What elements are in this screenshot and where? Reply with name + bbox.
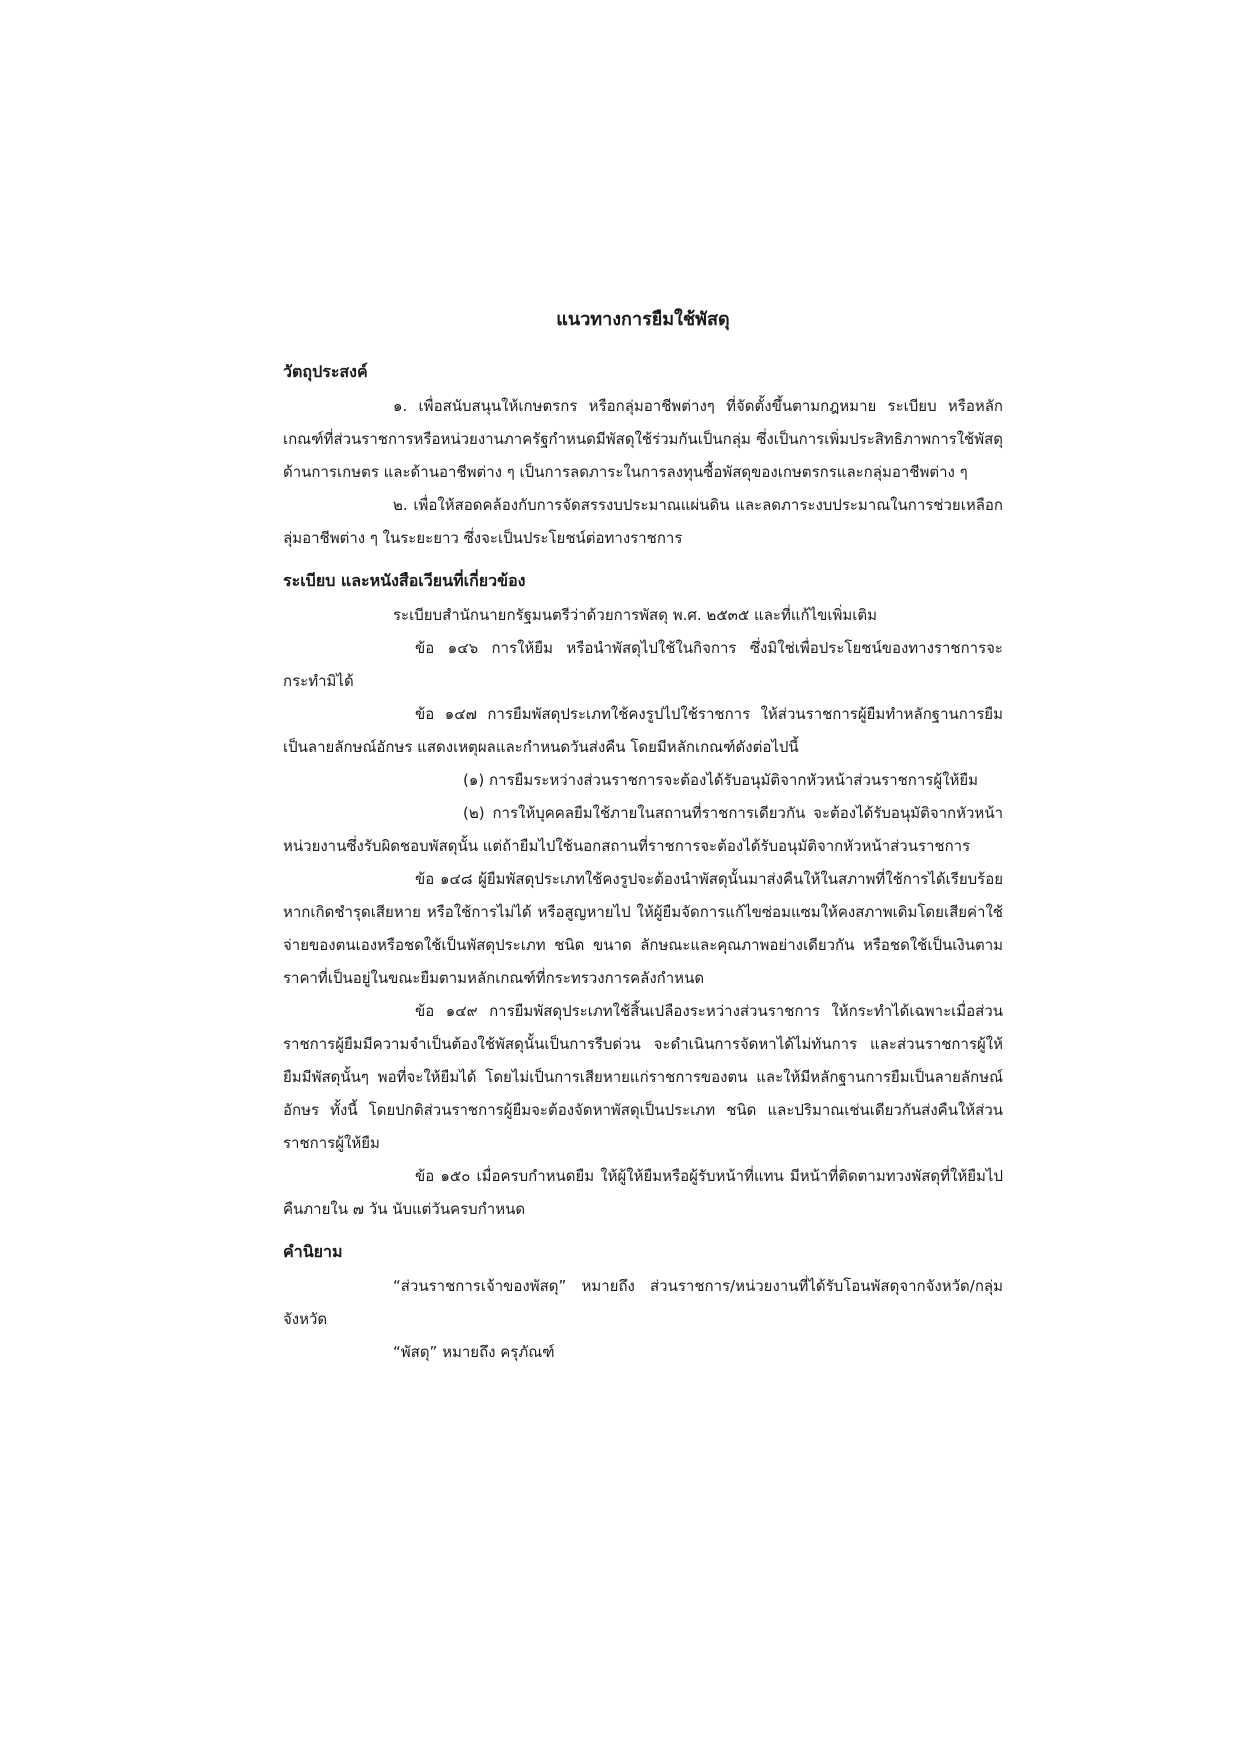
- heading-objectives: วัตถุประสงค์: [283, 362, 368, 381]
- heading-definitions: คำนิยาม: [283, 1242, 343, 1261]
- document-title: แนวทางการยืมใช้พัสดุ: [556, 309, 730, 330]
- objective-2: ๒. เพื่อให้สอดคล้องกับการจัดสรรงบประมาณแผ่นดิน และลดภาระงบประมาณในการช่วยเหลือกลุ่มอาชีพต่าง ๆ ในระยะยาว ซึ่งจะเป็นประโยชน์ต่อทางราชการ: [283, 496, 1003, 547]
- clause-150: ข้อ ๑๕๐ เมื่อครบกำหนดยืม ให้ผู้ให้ยืมหรือผู้รับหน้าที่แทน มีหน้าที่ติดตามทวงพัสดุที่ให้ยืมไปคืนภายใน ๗ วัน นับแต่วันครบกำหนด: [283, 1167, 1003, 1218]
- definition-supplies: “พัสดุ” หมายถึง ครุภัณฑ์: [393, 1343, 555, 1361]
- clause-147-sub-2: (๒) การให้บุคคลยืมใช้ภายในสถานที่ราชการเดียวกัน จะต้องได้รับอนุมัติจากหัวหน้าหน่วยงานซึ่งรับผิดชอบพัสดุนั้น แต่ถ้ายืมไปใช้นอกสถานที่ราชการจะต้องได้รับอนุมัติจากหัวหน้าส่วนราชการ: [283, 804, 1003, 855]
- clause-146: ข้อ ๑๔๖ การให้ยืม หรือนำพัสดุไปใช้ในกิจการ ซึ่งมิใช่เพื่อประโยชน์ของทางราชการจะกระทำมิได้: [283, 639, 1003, 690]
- clause-149: ข้อ ๑๔๙ การยืมพัสดุประเภทใช้สิ้นเปลืองระหว่างส่วนราชการ ให้กระทำได้เฉพาะเมื่อส่วนราชการผู้ยืมมีความจำเป็นต้องใช้พัสดุนั้นเป็นการรีบด่วน จะดำเนินการจัดหาได้ไม่ทันการ และส่วนราชการผู้ให้ยืมมีพัสดุนั้นๆ พอที่จะให้ยืมได้ โดยไม่เป็นการเสียหายแก่ราชการของตน และให้มีหลักฐานการยืมเป็นลายลักษณ์อักษร ทั้งนี้ โดยปกติส่วนราชการผู้ยืมจะต้องจัดหาพัสดุเป็นประเภท ชนิด และปริมาณเช่นเดียวกันส่งคืนให้ส่วนราชการผู้ให้ยืม: [283, 1002, 1003, 1152]
- document-page: [283, 300, 1003, 1369]
- clause-148: ข้อ ๑๔๘ ผู้ยืมพัสดุประเภทใช้คงรูปจะต้องนำพัสดุนั้นมาส่งคืนให้ในสภาพที่ใช้การได้เรียบร้อย หากเกิดชำรุดเสียหาย หรือใช้การไม่ได้ หรือสูญหายไป ให้ผู้ยืมจัดการแก้ไขซ่อมแซมให้คงสภาพเดิมโดยเสียค่าใช้จ่ายของตนเองหรือชดใช้เป็นพัสดุประเภท ชนิด ขนาด ลักษณะและคุณภาพอย่างเดียวกัน หรือชดใช้เป็นเงินตามราคาที่เป็นอยู่ในขณะยืมตามหลักเกณฑ์ที่กระทรวงการคลังกำหนด: [283, 870, 1003, 987]
- regulation-intro: ระเบียบสำนักนายกรัฐมนตรีว่าด้วยการพัสดุ พ.ศ. ๒๕๓๕ และที่แก้ไขเพิ่มเติม: [393, 606, 878, 624]
- objective-1: ๑. เพื่อสนับสนุนให้เกษตรกร หรือกลุ่มอาชีพต่างๆ ที่จัดตั้งขึ้นตามกฎหมาย ระเบียบ หรือหลักเกณฑ์ที่ส่วนราชการหรือหน่วยงานภาครัฐกำหนดมีพัสดุใช้ร่วมกันเป็นกลุ่ม ซึ่งเป็นการเพิ่มประสิทธิภาพการใช้พัสดุด้านการเกษตร และด้านอาชีพต่าง ๆ เป็นการลดภาระในการลงทุนซื้อพัสดุของเกษตรกรและกลุ่มอาชีพต่าง ๆ: [283, 397, 1003, 481]
- heading-regulations: ระเบียบ และหนังสือเวียนที่เกี่ยวข้อง: [283, 571, 526, 590]
- clause-147: ข้อ ๑๔๗ การยืมพัสดุประเภทใช้คงรูปไปใช้ราชการ ให้ส่วนราชการผู้ยืมทำหลักฐานการยืมเป็นลายลักษณ์อักษร แสดงเหตุผลและกำหนดวันส่งคืน โดยมีหลักเกณฑ์ดังต่อไปนี้: [283, 705, 1003, 756]
- definition-owner: “ส่วนราชการเจ้าของพัสดุ” หมายถึง ส่วนราชการ/หน่วยงานที่ได้รับโอนพัสดุจากจังหวัด/กลุ่มจังหวัด: [283, 1277, 1003, 1328]
- clause-147-sub-1: (๑) การยืมระหว่างส่วนราชการจะต้องได้รับอนุมัติจากหัวหน้าส่วนราชการผู้ให้ยืม: [463, 771, 979, 789]
